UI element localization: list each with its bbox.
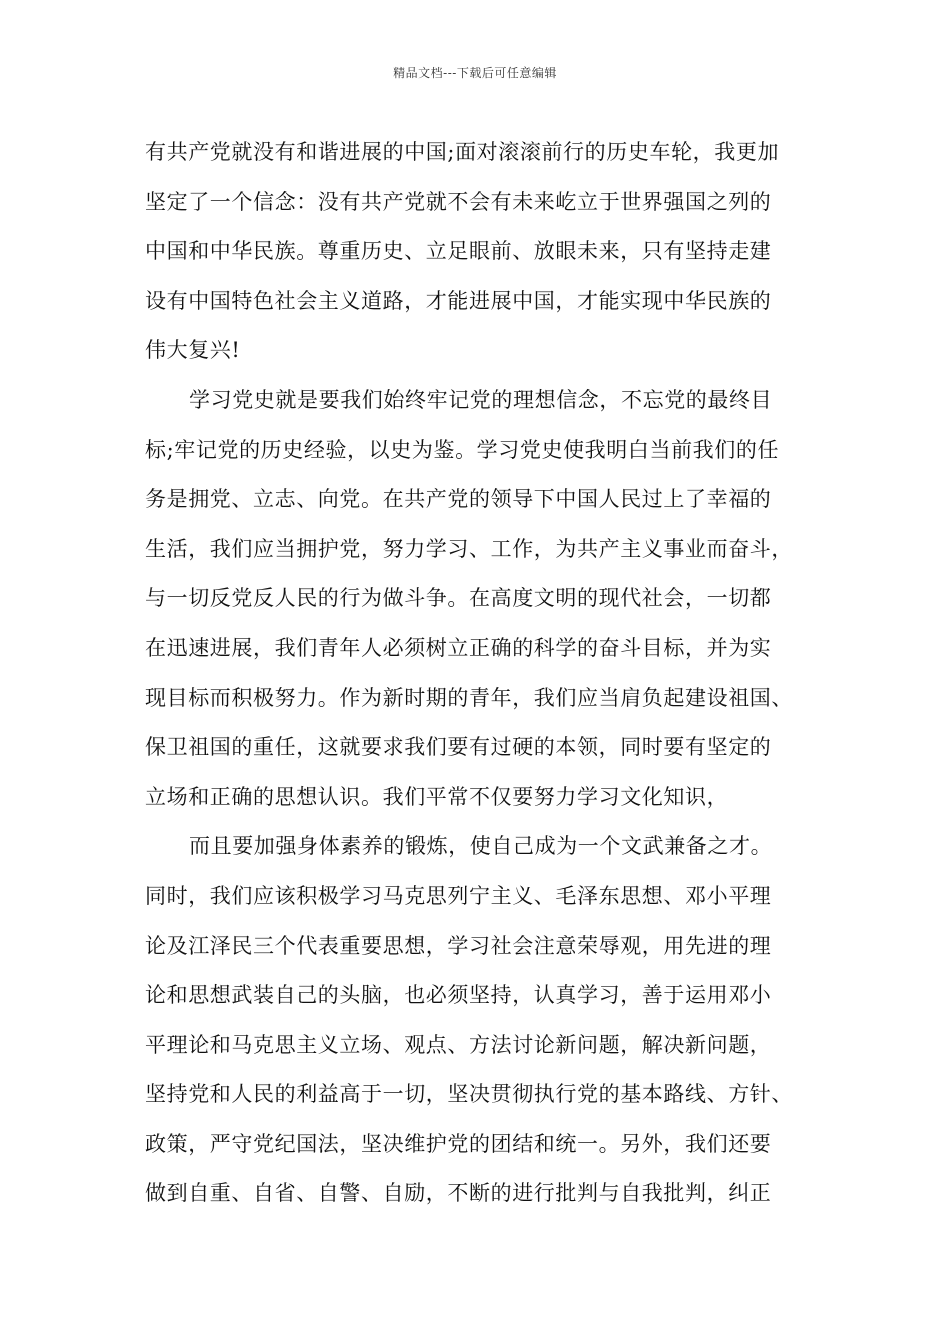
text-line: 伟大复兴! — [145, 338, 241, 363]
text-line: 现目标而积极努力。作为新时期的青年，我们应当肩负起建设祖国、 — [145, 685, 793, 710]
text-line: 标;牢记党的历史经验，以史为鉴。学习党史使我明白当前我们的任 — [145, 437, 780, 462]
text-line: 论和思想武装自己的头脑，也必须坚持，认真学习，善于运用邓小 — [145, 983, 772, 1008]
text-line: 务是拥党、立志、向党。在共产党的领导下中国人民过上了幸福的 — [145, 487, 772, 512]
text-line: 政策，严守党纪国法，坚决维护党的团结和统一。另外，我们还要 — [145, 1131, 772, 1156]
text-line: 与一切反党反人民的行为做斗争。在高度文明的现代社会，一切都 — [145, 586, 772, 611]
text-line: 论及江泽民三个代表重要思想，学习社会注意荣辱观，用先进的理 — [145, 933, 772, 958]
page-header: 精品文档---下载后可任意编辑 — [393, 66, 557, 80]
text-line: 有共产党就没有和谐进展的中国;面对滚滚前行的历史车轮，我更加 — [145, 140, 780, 164]
text-line: 立场和正确的思想认识。我们平常不仅要努力学习文化知识， — [145, 784, 729, 809]
text-line: 在迅速进展，我们青年人必须树立正确的科学的奋斗目标，并为实 — [145, 635, 772, 660]
text-line: 设有中国特色社会主义道路，才能进展中国，才能实现中华民族的 — [145, 288, 772, 313]
text-line: 坚持党和人民的利益高于一切，坚决贯彻执行党的基本路线、方针、 — [145, 1082, 793, 1107]
text-line: 坚定了一个信念：没有共产党就不会有未来屹立于世界强国之列的 — [145, 189, 772, 214]
text-line-first: 学习党史就是要我们始终牢记党的理想信念，不忘党的最终目 — [189, 387, 773, 412]
text-line: 同时，我们应该积极学习马克思列宁主义、毛泽东思想、邓小平理 — [145, 883, 772, 908]
text-line: 中国和中华民族。尊重历史、立足眼前、放眼未来，只有坚持走建 — [145, 239, 772, 264]
text-line: 生活，我们应当拥护党，努力学习、工作，为共产主义事业而奋斗， — [145, 536, 793, 561]
text-line: 做到自重、自省、自警、自励，不断的进行批判与自我批判，纠正 — [145, 1181, 772, 1206]
document-body — [145, 128, 825, 1219]
text-line: 保卫祖国的重任，这就要求我们要有过硬的本领，同时要有坚定的 — [145, 735, 772, 760]
text-line: 平理论和马克思主义立场、观点、方法讨论新问题，解决新问题， — [145, 1032, 772, 1057]
paragraph-3 — [145, 822, 825, 1219]
paragraph-1 — [145, 128, 825, 376]
paragraph-2 — [145, 376, 825, 822]
text-line-first: 而且要加强身体素养的锻炼，使自己成为一个文武兼备之才。 — [189, 834, 773, 859]
